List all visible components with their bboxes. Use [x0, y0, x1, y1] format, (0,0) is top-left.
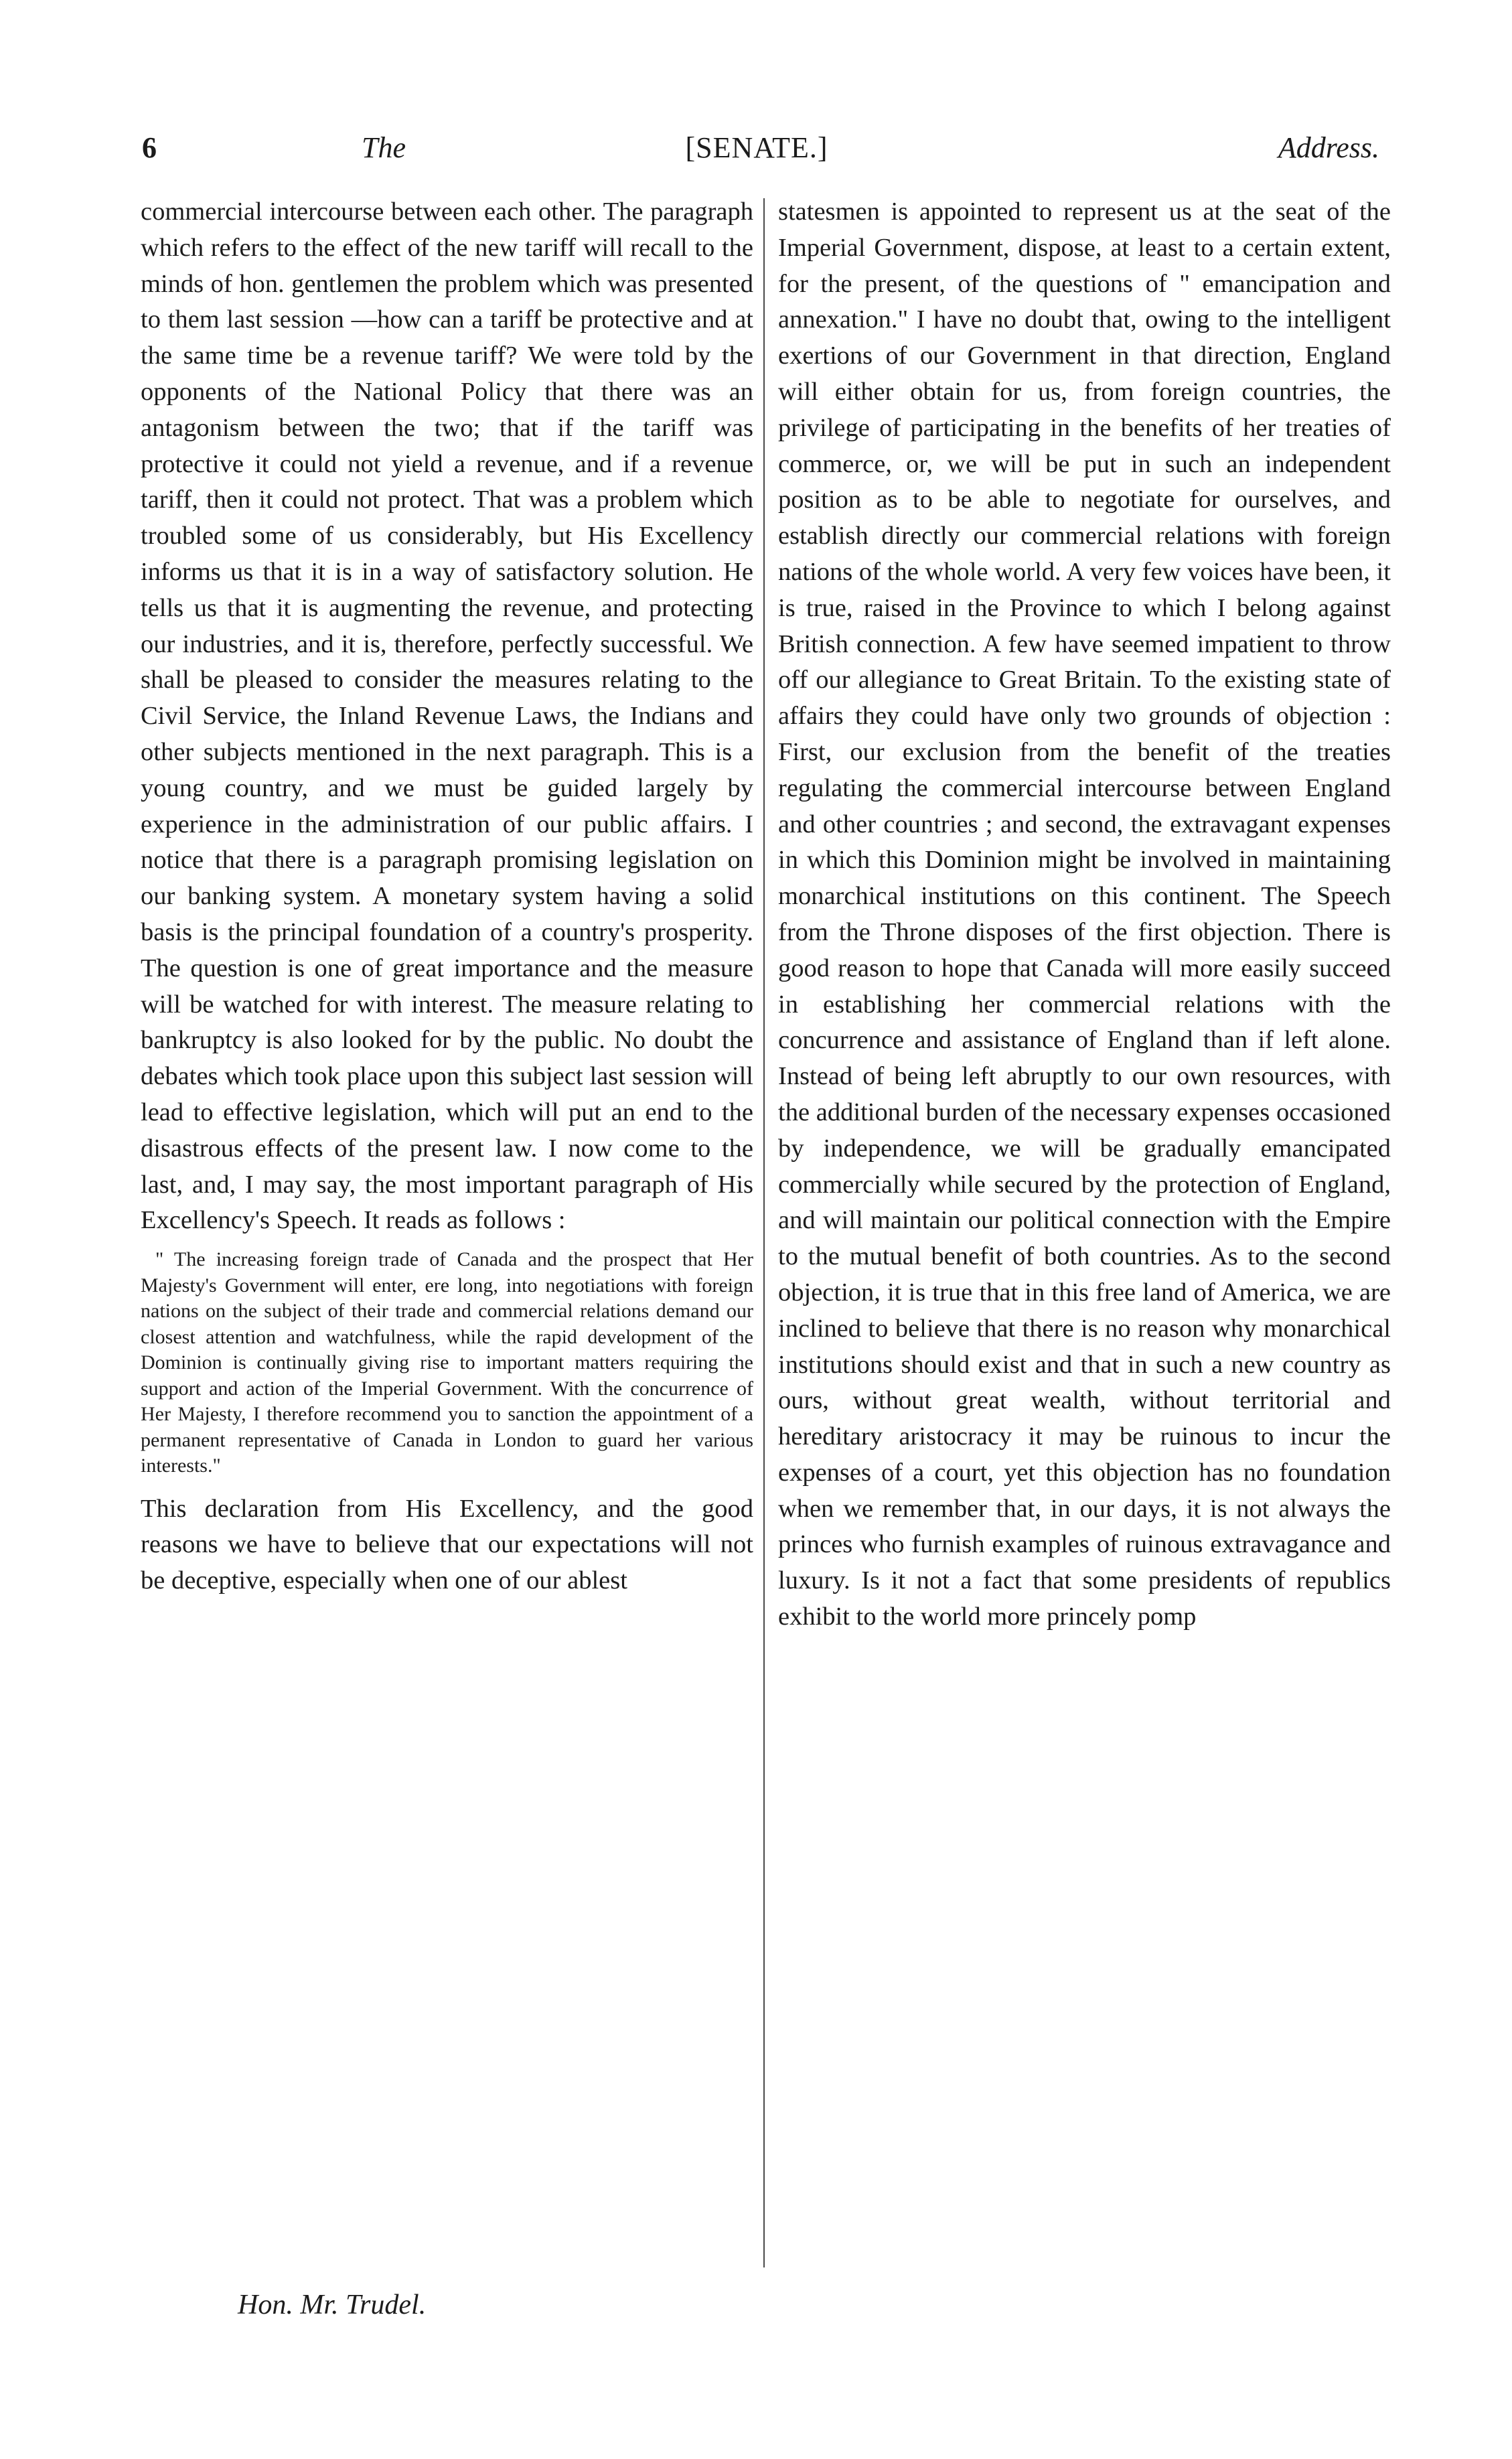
speech-quotation: " The increasing foreign trade of Canada and the prospect that Her Majesty's Government will enter, ere long, into negotiations with foreign nations on the subject of their trade and commercial relations demand our closest attention and watchfulness, while the rapid development of the Dominion is continually giving rise to important matters requiring the support and action of the Imperial Government. With the concurrence of Her Majesty, I therefore recommend you to sanction the appointment of a permanent representative of Canada in London to guard her various interests." — [141, 1248, 753, 1477]
header-left-title: The — [362, 131, 406, 164]
right-column — [778, 194, 1391, 1635]
page-number: 6 — [142, 131, 157, 164]
left-column — [141, 194, 753, 1599]
left-paragraph-2: This declaration from His Excellency, and the good reasons we have to believe that our expectations will not be deceptive, especially when one of our ablest — [141, 1494, 753, 1595]
header-right-title: Address. — [1278, 131, 1379, 164]
left-paragraph-1: commercial intercourse between each other. The paragraph which refers to the effect of the new tariff will recall to the minds of hon. gentlemen the problem which was presented to them last session —how can a tariff be protective and at the same time be a revenue tariff? We were told by the opponents of the National Policy that there was an antagonism between the two; that if the tariff was protective it could not yield a revenue, and if a revenue tariff, then it could not protect. That was a problem which troubled some of us considerably, but His Excellency informs us that it is in a way of satisfactory solution. He tells us that it is augmenting the revenue, and protecting our industries, and it is, therefore, perfectly successful. We shall be pleased to consider the measures relating to the Civil Service, the Inland Revenue Laws, the Indians and other subjects mentioned in the next paragraph. This is a young country, and we must be guided largely by experience in the administration of our public affairs. I notice that there is a paragraph promising legislation on our banking system. A monetary system having a solid basis is the principal foundation of a country's prosperity. The question is one of great importance and the measure will be watched for with interest. The measure relating to bankruptcy is also looked for by the public. No doubt the debates which took place upon this subject last session will lead to effective legislation, which will put an end to the disastrous effects of the present law. I now come to the last, and, I may say, the most important paragraph of His Excellency's Speech. It reads as follows : — [141, 198, 753, 1235]
column-divider — [763, 198, 765, 2267]
right-paragraph-1: statesmen is appointed to represent us at the seat of the Imperial Government, dispose, at least to a certain extent, for the present, of the questions of " emancipation and annexation." I have no doubt that, owing to the intelligent exertions of our Government in that direction, England will either obtain for us, from foreign countries, the privilege of participating in the benefits of her treaties of commerce, or, we will be put in such an independent position as to be able to negotiate for ourselves, and establish directly our commercial relations with foreign nations of the whole world. A very few voices have been, it is true, raised in the Province to which I belong against British connection. A few have seemed impatient to throw off our allegiance to Great Britain. To the existing state of affairs they could have only two grounds of objection : First, our exclusion from the benefit of the treaties regulating the commercial intercourse between England and other countries ; and second, the extravagant expenses in which this Dominion might be involved in maintaining monarchical institutions on this continent. The Speech from the Throne disposes of the first objection. There is good reason to hope that Canada will more easily succeed in establishing her commercial relations with the concurrence and assistance of England than if left alone. Instead of being left abruptly to our own resources, with the additional burden of the necessary expenses occasioned by independence, we will be gradually emancipated commercially while secured by the protection of England, and will maintain our political connection with the Empire to the mutual benefit of both countries. As to the second objection, it is true that in this free land of America, we are inclined to believe that there is no reason why monarchical institutions should exist and that in such a new country as ours, without great wealth, without territorial and hereditary aristocracy it may be ruinous to incur the expenses of a court, yet this objection has no foundation when we remember that, in our days, it is not always the princes who furnish examples of ruinous extravagance and luxury. Is it not a fact that some presidents of republics exhibit to the world more princely pomp — [778, 198, 1391, 1631]
running-header — [134, 125, 1379, 171]
header-center-title: [SENATE.] — [685, 131, 828, 164]
speaker-attribution: Hon. Mr. Trudel. — [238, 2290, 427, 2320]
